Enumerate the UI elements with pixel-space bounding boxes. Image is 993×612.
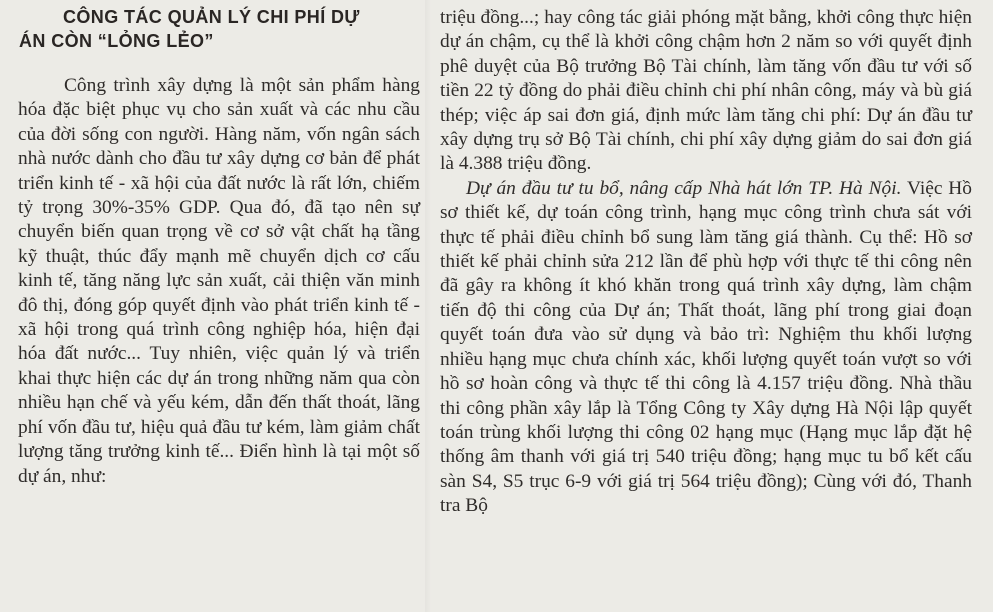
heading-line-1: CÔNG TÁC QUẢN LÝ CHI PHÍ DỰ: [63, 7, 360, 27]
right-column: [440, 0, 972, 519]
right-body-paragraph-2-text: Việc Hồ sơ thiết kế, dự toán công trình, hạng mục công trình chưa sát với thực tế phải điều chỉnh bổ sung làm tăng giá thành. Cụ thể: Hồ sơ thiết kế phải chỉnh sửa 212 lần để phù hợp với thực tế thi công nên đã gây ra không ít khó khăn trong quá trình xây dựng, làm chậm tiến độ thi công của Dự án; Thất thoát, lãng phí trong giai đoạn quyết toán đưa vào sử dụng và bảo trì: Nghiệm thu khối lượng nhiều hạng mục chưa chính xác, khối lượng quyết toán vượt so với hồ sơ hoàn công và thực tế thi công là 4.157 triệu đồng. Nhà thầu thi công phần xây lắp là Tổng Công ty Xây dựng Hà Nội lập quyết toán trùng khối lượng thi công 02 hạng mục (Hạng mục lắp đặt hệ thống âm thanh với giá trị 540 triệu đồng; hạng mục tu bổ kết cấu sàn S4, S5 trục 6-9 với giá trị 564 triệu đồng); Cùng với đó, Thanh tra Bộ: [440, 177, 972, 517]
left-body-paragraph: Công trình xây dựng là một sản phẩm hàng hóa đặc biệt phục vụ cho sản xuất và các nhu cầu của đời sống con người. Hàng năm, vốn ngân sách nhà nước dành cho đầu tư xây dựng cơ bản để phát triển kinh tế - xã hội của đất nước là rất lớn, chiếm tỷ trọng 30%-35% GDP. Qua đó, đã tạo nên sự chuyển biến quan trọng về cơ sở vật chất hạ tầng kỹ thuật, thúc đẩy mạnh mẽ chuyển dịch cơ cấu kinh tế, tăng năng lực sản xuất, cải thiện văn minh đô thị, đóng góp quyết định vào phát triển kinh tế - xã hội trong quá trình công nghiệp hóa, hiện đại hóa đất nước... Tuy nhiên, việc quản lý và triển khai thực hiện các dự án trong những năm qua còn nhiều hạn chế và yếu kém, dẫn đến thất thoát, lãng phí vốn đầu tư, hiệu quả đầu tư kém, làm giảm chất lượng tăng trưởng kinh tế... Điển hình là tại một số dự án, như:: [18, 75, 420, 487]
section-heading: [18, 5, 420, 53]
right-body-paragraph-2: [440, 177, 972, 519]
left-column: [18, 0, 420, 489]
heading-line-2: ÁN CÒN “LỎNG LẺO”: [19, 31, 214, 51]
right-body-paragraph-1: triệu đồng...; hay công tác giải phóng mặt bằng, khởi công thực hiện dự án chậm, cụ thể là khởi công chậm hơn 2 năm so với quyết định phê duyệt của Bộ trưởng Bộ Tài chính, làm tăng vốn đầu tư với số tiền 22 tỷ đồng do phải điều chỉnh chi phí nhân công, máy và bù giá thép; việc áp sai đơn giá, định mức làm tăng chi phí: Dự án đầu tư xây dựng trụ sở Bộ Tài chính, chi phí xây dựng giảm do sai đơn giá là 4.388 triệu đồng.: [440, 7, 972, 175]
column-gutter: [425, 0, 431, 612]
project-name-italic: Dự án đầu tư tu bổ, nâng cấp Nhà hát lớn TP. Hà Nội.: [466, 177, 902, 199]
